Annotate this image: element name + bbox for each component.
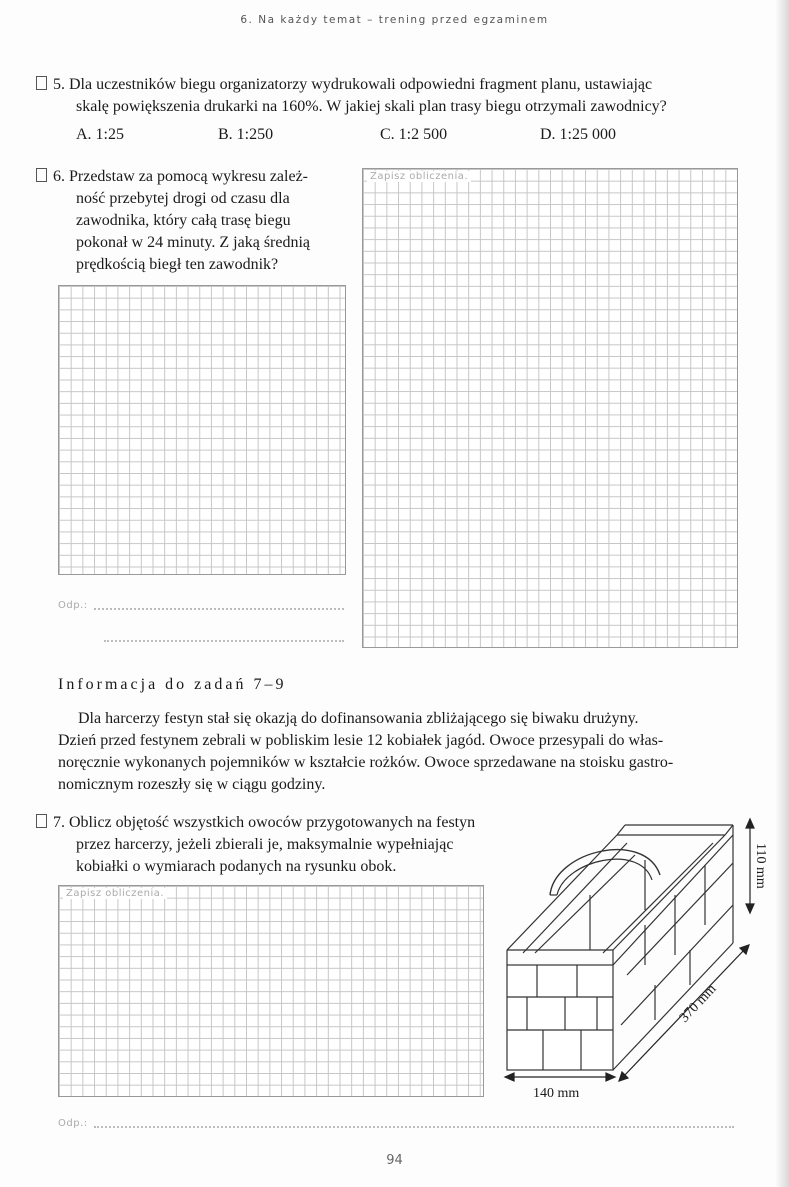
task-7-text-line-3: kobiałki o wymiarach podanych na rysunku obok.: [76, 858, 397, 875]
task-6-answer-label: Odp.:: [58, 600, 88, 611]
task-5-text-line-2: skalę powiększenia drukarki na 160%. W jakiej skali plan trasy biegu otrzymali zawodnicy?: [76, 98, 667, 115]
page-edge-shadow: [775, 0, 789, 1187]
running-header: 6. Na każdy temat – trening przed egzaminem: [240, 14, 549, 26]
task-6-text-line-5: prędkością biegł ten zawodnik?: [76, 256, 279, 273]
task-6-text-line-2: ność przebytej drogi od czasu dla: [76, 190, 290, 207]
task-6-text-line-4: pokonał w 24 minuty. Z jaką średnią: [76, 234, 311, 251]
dimension-width-label: 140 mm: [533, 1086, 580, 1100]
task-7-answer-label: Odp.:: [58, 1118, 88, 1129]
task-5-option-d[interactable]: D. 1:25 000: [540, 126, 616, 143]
task-6-text-line-3: zawodnika, który całą trasę biegu: [76, 212, 291, 229]
task-6: [36, 166, 352, 276]
info-text-line-3: noręcznie wykonanych pojemników w kształcie rożków. Owoce sprzedawane na stoisku gastro-: [58, 754, 674, 771]
task-6-graph-grid[interactable]: [58, 285, 346, 575]
task-5-option-a[interactable]: A. 1:25: [76, 126, 124, 143]
info-text-line-1: Dla harcerzy festyn stał się okazją do dofinansowania zbliżającego się biwaku drużyny.: [78, 710, 639, 727]
task-7-calc-label: Zapisz obliczenia.: [63, 888, 167, 899]
task-5-text-line-1: 5. Dla uczestników biegu organizatorzy wydrukowali odpowiedni fragment planu, ustawiając: [53, 76, 653, 93]
task-5-option-b[interactable]: B. 1:250: [218, 126, 274, 143]
task-6-checkbox[interactable]: [36, 168, 47, 182]
task-7-calculation-grid[interactable]: [58, 885, 484, 1097]
info-text-line-2: Dzień przed festynem zebrali w pobliskim lesie 12 kobiałek jagód. Owoce przesypali do włas-: [58, 732, 664, 749]
task-6-text-line-1: 6. Przedstaw za pomocą wykresu zależ-: [53, 168, 308, 185]
task-7: [36, 812, 536, 878]
task-5-option-c[interactable]: C. 1:2 500: [380, 126, 448, 143]
page-number: 94: [386, 1153, 403, 1168]
task-7-text-line-2: przez harcerzy, jeżeli zbierali je, maksymalnie wypełniając: [76, 836, 454, 853]
dimension-height-label: 110 mm: [753, 843, 768, 889]
dimension-length-label: 370 mm: [676, 981, 720, 1026]
info-text: [58, 708, 758, 796]
info-heading: Informacja do zadań 7–9: [58, 676, 287, 693]
task-7-text-line-1: 7. Oblicz objętość wszystkich owoców przygotowanych na festyn: [53, 814, 476, 831]
task-6-calculation-grid[interactable]: [362, 168, 738, 648]
task-6-answer-line-2[interactable]: [104, 640, 344, 642]
task-7-answer-line[interactable]: [94, 1126, 734, 1128]
task-5-checkbox[interactable]: [36, 76, 47, 90]
info-text-line-4: nomicznym rozeszły się w ciągu godziny.: [58, 776, 326, 793]
task-6-answer-line-1[interactable]: [94, 608, 344, 610]
basket-figure: [495, 815, 775, 1100]
task-7-checkbox[interactable]: [36, 814, 47, 828]
task-5: [36, 74, 756, 118]
task-6-calc-label: Zapisz obliczenia.: [367, 171, 471, 182]
